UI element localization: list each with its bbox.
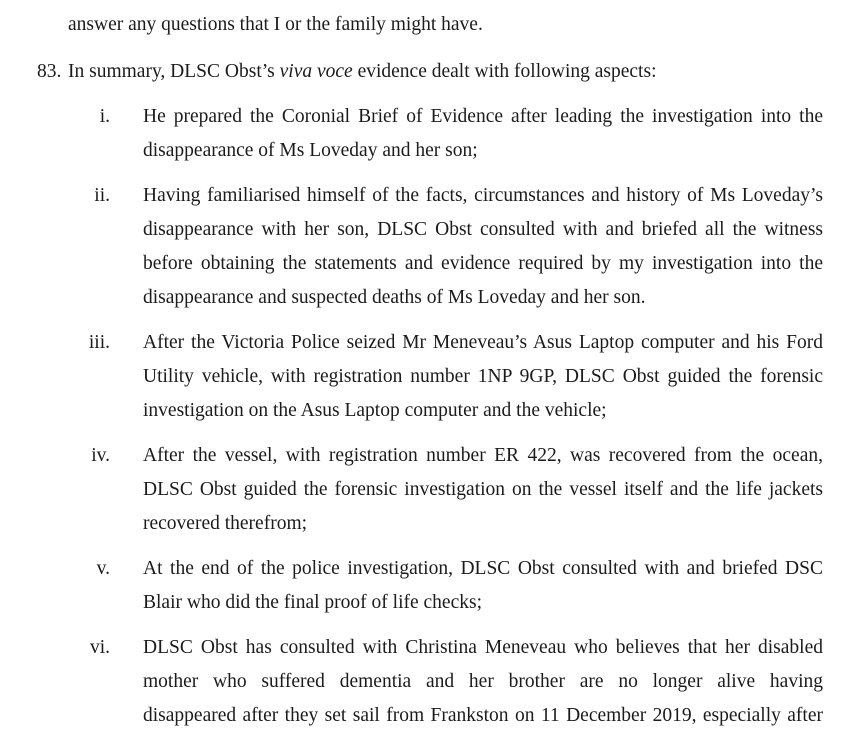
list-item-text <box>143 631 823 733</box>
list-item-numeral: vi. <box>89 637 110 658</box>
text-line: Utility vehicle, with registration number 1NP 9GP, DLSC Obst guided the forensic <box>143 366 823 387</box>
list-item-text <box>143 179 823 315</box>
text-line: DLSC Obst guided the forensic investigation on the vessel itself and the life jackets <box>143 479 823 500</box>
text-line: disappearance with her son, DLSC Obst consulted with and briefed all the witness <box>143 219 823 240</box>
list-item-numeral: iii. <box>88 332 110 353</box>
list-item-numeral: iv. <box>91 445 110 466</box>
paragraph-continuation: answer any questions that I or the family might have. <box>68 14 483 35</box>
list-item-text <box>143 100 823 168</box>
list-item-text <box>143 552 823 620</box>
list-item-vi <box>0 631 860 733</box>
list-item-i <box>0 100 860 168</box>
paragraph-83-text <box>68 55 823 89</box>
text-line: disappeared after they set sail from Frankston on 11 December 2019, especially after <box>143 705 823 726</box>
list-item-text <box>143 326 823 428</box>
text-line: DLSC Obst has consulted with Christina Meneveau who believes that her disabled <box>143 637 823 658</box>
text-line: disappearance of Ms Loveday and her son; <box>143 140 478 161</box>
list-item-v <box>0 552 860 620</box>
list-item-numeral: v. <box>96 558 110 579</box>
text-line: At the end of the police investigation, DLSC Obst consulted with and briefed DSC <box>143 558 823 579</box>
list-item-iv <box>0 439 860 541</box>
text-line: investigation on the Asus Laptop computer and the vehicle; <box>143 400 607 421</box>
italic-phrase: viva voce <box>279 61 353 82</box>
text-line: Blair who did the final proof of life checks; <box>143 592 482 613</box>
text-line: He prepared the Coronial Brief of Evidence after leading the investigation into the <box>143 106 823 127</box>
list-item-text <box>143 439 823 541</box>
text-line: recovered therefrom; <box>143 513 308 534</box>
numbered-paragraph-83 <box>0 55 860 89</box>
text-line: After the Victoria Police seized Mr Meneveau’s Asus Laptop computer and his Ford <box>143 332 823 353</box>
paragraph-83-text-pre: In summary, DLSC Obst’s <box>68 61 280 82</box>
list-item-numeral: i. <box>99 106 110 127</box>
paragraph-83-text-post: evidence dealt with following aspects: <box>352 61 657 82</box>
text-line: disappearance and suspected deaths of Ms Loveday and her son. <box>143 287 646 308</box>
paragraph-number: 83. <box>37 61 62 82</box>
text-line: After the vessel, with registration number ER 422, was recovered from the ocean, <box>143 445 823 466</box>
text-line: Having familiarised himself of the facts, circumstances and history of Ms Loveday’s <box>143 185 823 206</box>
text-line: mother who suffered dementia and her brother are no longer alive having <box>143 671 823 692</box>
list-item-ii <box>0 179 860 315</box>
list-item-numeral: ii. <box>94 185 110 206</box>
text-line: before obtaining the statements and evidence required by my investigation into the <box>143 253 823 274</box>
list-item-iii <box>0 326 860 428</box>
